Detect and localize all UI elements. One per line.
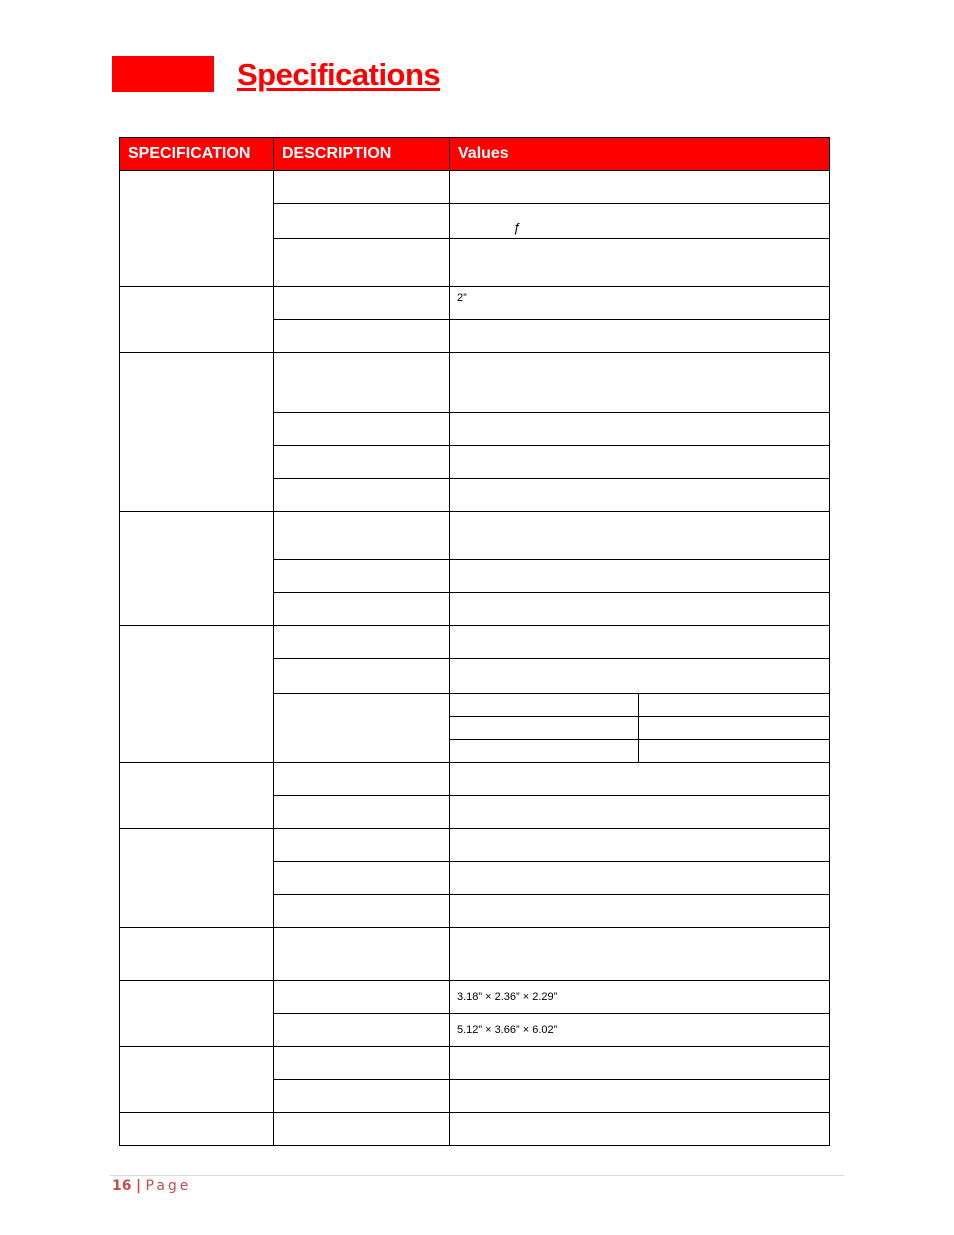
description-cell xyxy=(274,560,450,593)
values-cell xyxy=(450,512,830,560)
page-title: Specifications xyxy=(237,57,441,92)
column-header-specification: SPECIFICATION xyxy=(120,138,274,171)
description-cell xyxy=(274,204,450,239)
values-cell xyxy=(450,1014,830,1047)
values-cell xyxy=(450,763,830,796)
values-cell xyxy=(450,353,830,413)
values-subtable xyxy=(450,694,829,762)
spec-cell xyxy=(120,829,274,928)
description-cell xyxy=(274,796,450,829)
specifications-table xyxy=(119,137,830,1146)
values-cell xyxy=(450,829,830,862)
values-cell xyxy=(450,239,830,287)
table-row xyxy=(120,512,830,560)
column-header-description: DESCRIPTION xyxy=(274,138,450,171)
table-row xyxy=(120,763,830,796)
spec-cell xyxy=(120,287,274,353)
description-cell xyxy=(274,763,450,796)
values-cell xyxy=(450,862,830,895)
description-cell xyxy=(274,928,450,981)
description-cell xyxy=(274,353,450,413)
table-row xyxy=(120,287,830,320)
values-cell xyxy=(450,1080,830,1113)
description-cell xyxy=(274,862,450,895)
description-cell xyxy=(274,479,450,512)
subtable-row xyxy=(450,694,829,717)
table-row xyxy=(120,829,830,862)
values-cell xyxy=(450,626,830,659)
footer-divider xyxy=(110,1175,844,1176)
values-cell xyxy=(450,479,830,512)
values-cell xyxy=(450,413,830,446)
value-text: 5.12” × 3.66” × 6.02” xyxy=(457,1024,558,1036)
values-cell xyxy=(450,287,830,320)
description-cell xyxy=(274,895,450,928)
description-cell xyxy=(274,829,450,862)
values-cell xyxy=(450,895,830,928)
description-cell xyxy=(274,446,450,479)
column-header-values: Values xyxy=(450,138,830,171)
description-cell xyxy=(274,171,450,204)
description-cell xyxy=(274,626,450,659)
description-cell xyxy=(274,1047,450,1080)
table-row xyxy=(120,353,830,413)
spec-cell xyxy=(120,353,274,512)
subtable-row xyxy=(450,740,829,763)
description-cell xyxy=(274,287,450,320)
description-cell xyxy=(274,512,450,560)
table-row xyxy=(120,171,830,204)
table-row xyxy=(120,1047,830,1080)
page-footer xyxy=(112,1178,191,1194)
footer-separator: | xyxy=(135,1178,142,1194)
values-cell xyxy=(450,593,830,626)
description-cell xyxy=(274,1113,450,1146)
value-text: 3.18” × 2.36” × 2.29” xyxy=(457,991,558,1003)
value-text: ƒ xyxy=(513,220,521,235)
value-text: 2” xyxy=(457,292,467,304)
spec-cell xyxy=(120,1047,274,1113)
values-cell xyxy=(450,928,830,981)
values-cell xyxy=(450,204,830,239)
spec-cell xyxy=(120,512,274,626)
table-row xyxy=(120,1113,830,1146)
values-cell xyxy=(450,560,830,593)
spec-cell xyxy=(120,626,274,763)
description-cell xyxy=(274,239,450,287)
description-cell xyxy=(274,981,450,1014)
values-subtable-cell xyxy=(450,694,830,763)
description-cell xyxy=(274,659,450,694)
description-cell xyxy=(274,694,450,763)
values-cell xyxy=(450,320,830,353)
values-cell xyxy=(450,171,830,204)
table-header-row xyxy=(120,138,830,171)
page-number: 16 xyxy=(112,1178,132,1194)
description-cell xyxy=(274,1080,450,1113)
values-cell xyxy=(450,796,830,829)
description-cell xyxy=(274,320,450,353)
spec-cell xyxy=(120,763,274,829)
table-row xyxy=(120,626,830,659)
values-cell xyxy=(450,1113,830,1146)
spec-cell xyxy=(120,928,274,981)
spec-cell xyxy=(120,171,274,287)
description-cell xyxy=(274,593,450,626)
header-red-block xyxy=(112,56,214,92)
values-cell xyxy=(450,1047,830,1080)
spec-cell xyxy=(120,981,274,1047)
page-label: Page xyxy=(145,1178,192,1194)
table-row xyxy=(120,928,830,981)
description-cell xyxy=(274,413,450,446)
values-cell xyxy=(450,659,830,694)
values-cell xyxy=(450,446,830,479)
description-cell xyxy=(274,1014,450,1047)
subtable-row xyxy=(450,717,829,740)
table-row xyxy=(120,981,830,1014)
spec-cell xyxy=(120,1113,274,1146)
values-cell xyxy=(450,981,830,1014)
